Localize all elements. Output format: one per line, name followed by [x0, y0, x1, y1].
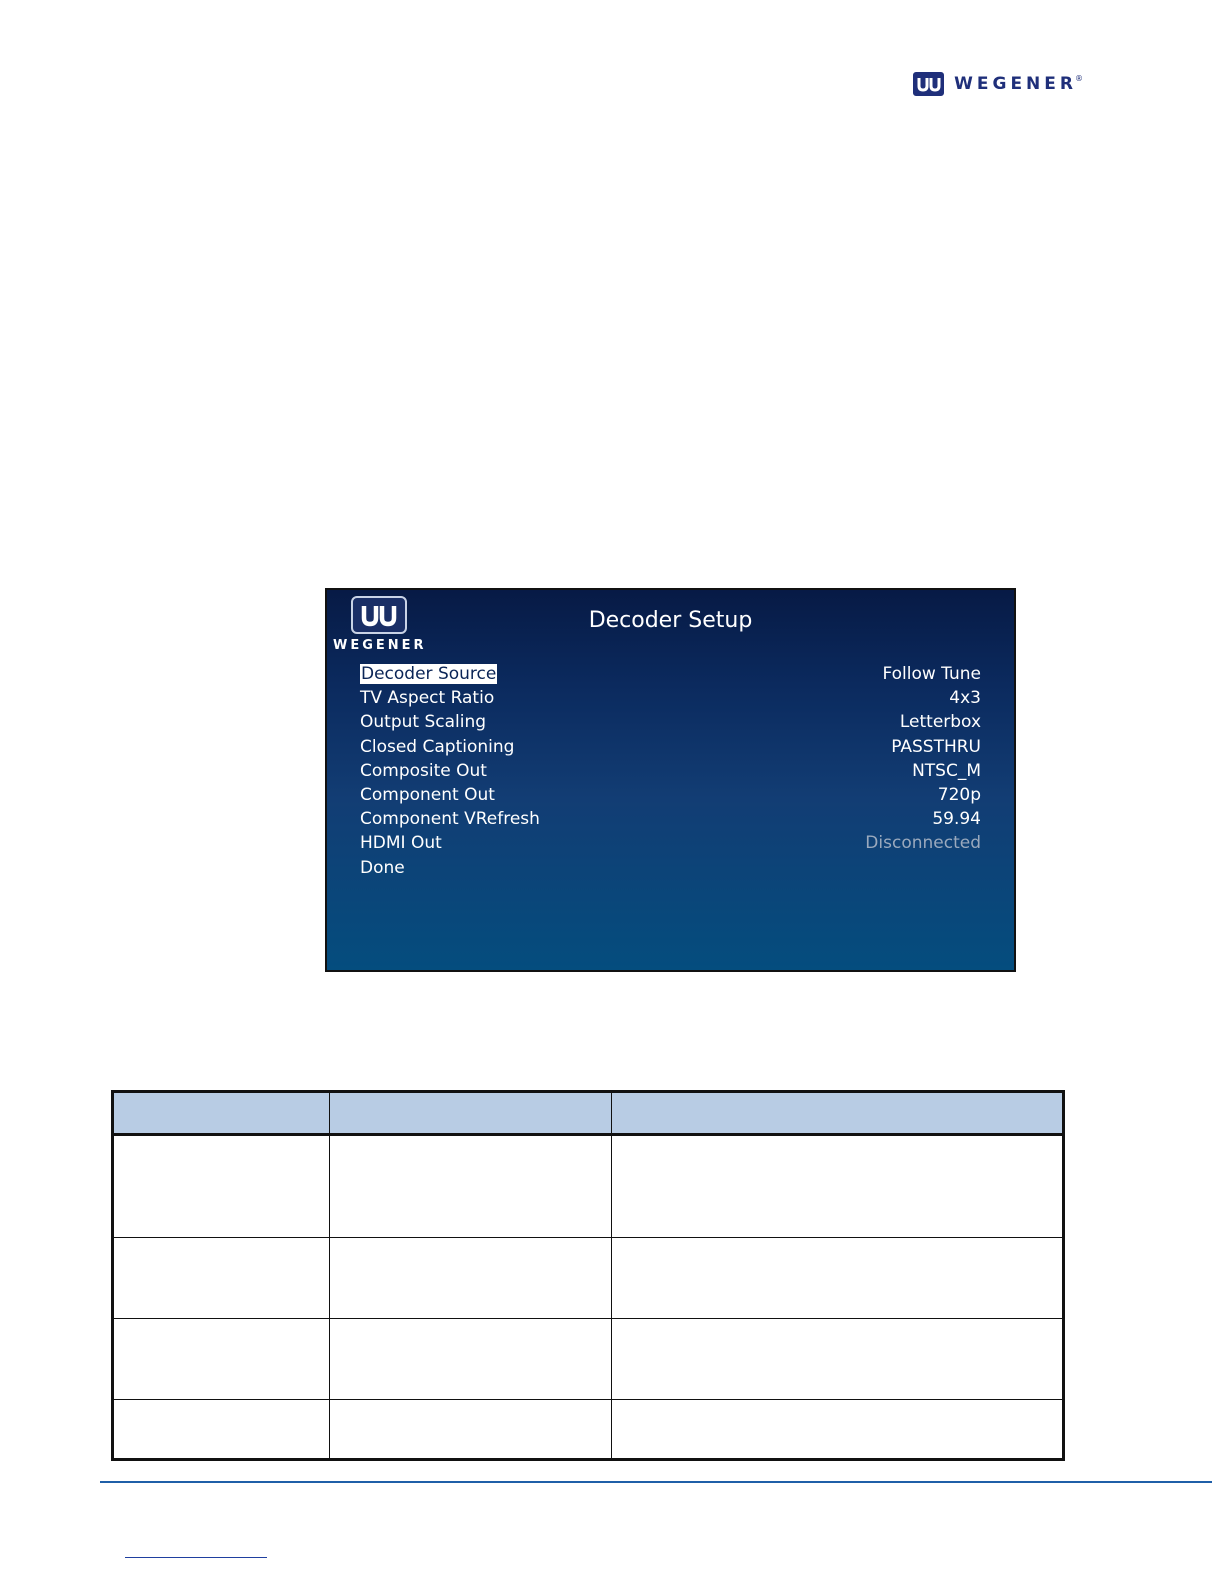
registered-mark: ® [1075, 73, 1083, 83]
menu-item-label: Component Out [360, 785, 495, 806]
table-header-cell [113, 1092, 330, 1135]
menu-item-decoder-source[interactable] [360, 662, 981, 686]
menu-item-value: NTSC_M [912, 760, 981, 781]
wegener-logo [913, 70, 1083, 98]
menu-item-value: Letterbox [899, 712, 981, 733]
logo-wordmark: WEGENER [954, 74, 1077, 94]
menu-item-tv-aspect-ratio[interactable] [360, 686, 981, 710]
table-cell [113, 1400, 330, 1460]
table-row [113, 1135, 1064, 1238]
table-header-row [113, 1092, 1064, 1135]
menu-item-label: Done [360, 857, 405, 878]
footer-divider [100, 1481, 1212, 1483]
menu-item-label: Component VRefresh [360, 809, 540, 830]
menu-item-value: 720p [937, 785, 981, 806]
menu-item-label: Composite Out [360, 760, 487, 781]
menu-item-label: TV Aspect Ratio [360, 688, 495, 709]
decoder-setup-screen [325, 588, 1016, 972]
table-cell [612, 1135, 1064, 1238]
table-cell [612, 1400, 1064, 1460]
menu-item-value: Follow Tune [882, 664, 981, 685]
table-cell [612, 1319, 1064, 1400]
menu-item-component-out[interactable] [360, 783, 981, 807]
table-row [113, 1238, 1064, 1319]
table-cell [113, 1238, 330, 1319]
menu-item-output-scaling[interactable] [360, 710, 981, 734]
table-cell [330, 1319, 612, 1400]
menu-item-label: HDMI Out [360, 833, 442, 854]
osd-title: Decoder Setup [588, 608, 753, 633]
footer-link-underline [125, 1557, 267, 1558]
menu-item-hdmi-out[interactable] [360, 831, 981, 855]
menu-item-value: 4x3 [949, 688, 981, 709]
menu-item-value: Disconnected [865, 833, 981, 854]
table-row [113, 1400, 1064, 1460]
table-cell [330, 1135, 612, 1238]
menu-item-value: PASSTHRU [891, 736, 981, 757]
osd-menu [360, 662, 981, 880]
menu-item-label: Closed Captioning [360, 736, 515, 757]
menu-item-component-vrefresh[interactable] [360, 807, 981, 831]
table-cell [113, 1135, 330, 1238]
menu-item-value: 59.94 [932, 809, 981, 830]
menu-item-closed-captioning[interactable] [360, 735, 981, 759]
menu-item-composite-out[interactable] [360, 759, 981, 783]
table-header-cell [330, 1092, 612, 1135]
settings-table [111, 1090, 1065, 1461]
menu-item-label: Decoder Source [361, 664, 497, 685]
osd-logo-wordmark: WEGENER [333, 638, 427, 653]
table-row [113, 1319, 1064, 1400]
table-cell [612, 1238, 1064, 1319]
table-cell [330, 1400, 612, 1460]
table-cell [113, 1319, 330, 1400]
table-cell [330, 1238, 612, 1319]
menu-item-done[interactable] [360, 856, 981, 880]
wegener-badge-icon [913, 72, 944, 96]
menu-item-label: Output Scaling [360, 712, 487, 733]
table-header-cell [612, 1092, 1064, 1135]
